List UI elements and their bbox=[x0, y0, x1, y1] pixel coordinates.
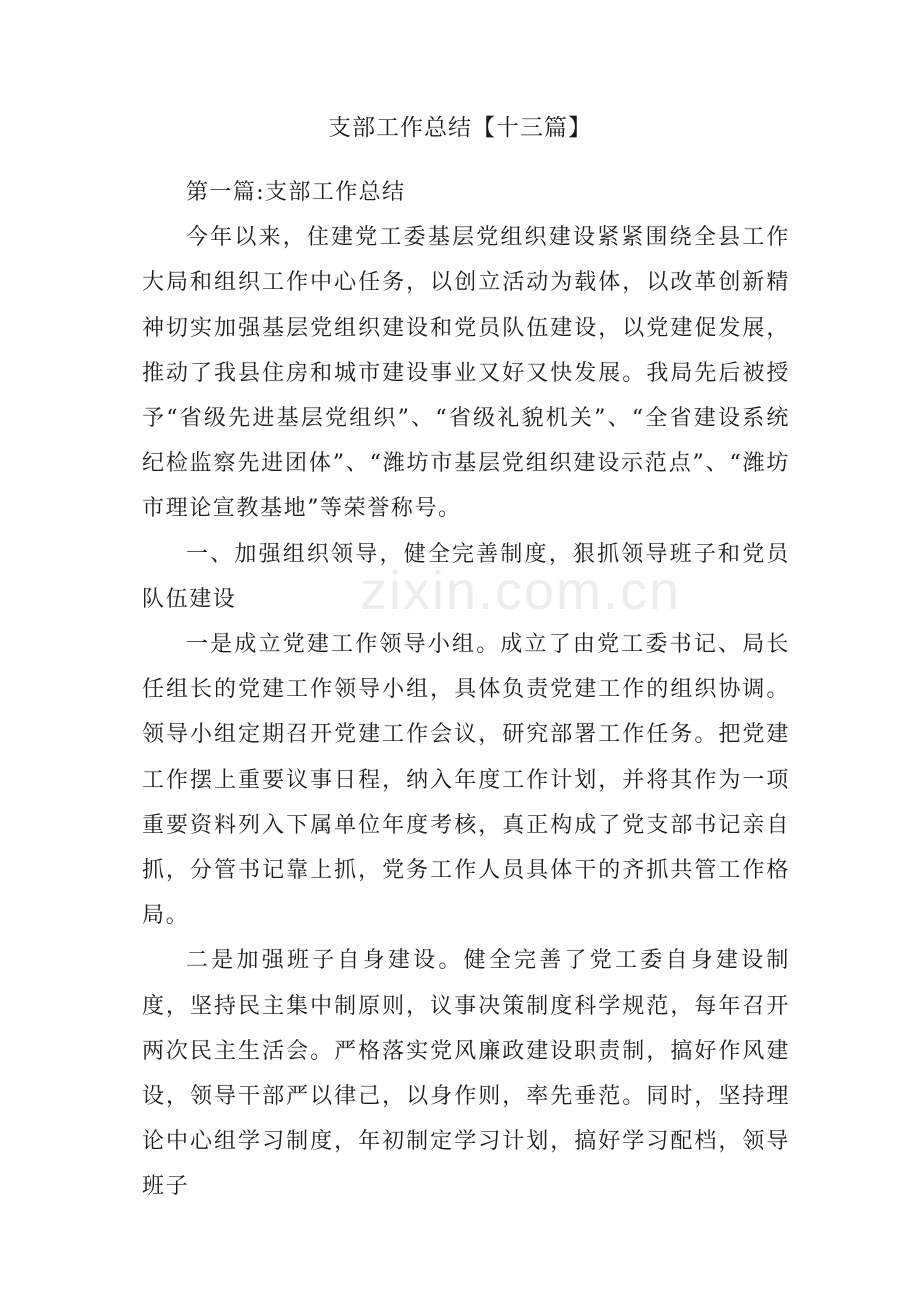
watermark: zixin.com.cn bbox=[360, 561, 682, 621]
section-heading-part-one: 第一篇:支部工作总结 bbox=[186, 180, 406, 205]
paragraph-intro: 今年以来，住建党工委基层党组织建设紧紧围绕全县工作大局和组织工作中心任务，以创立活动为载体，以改革创新精神切实加强基层党组织建设和党员队伍建设，以党建促发展，推动了我县住房和城市建设事业又好又快发展。我局先后被授予“省级先进基层党组织”、“省级礼貌机关”、“全省建设系统纪检监察先进团体”、“潍坊市基层党组织建设示范点”、“潍坊市理论宣教基地”等荣誉称号。 bbox=[142, 225, 790, 522]
document-title: 支部工作总结【十三篇】 bbox=[328, 115, 592, 141]
document-body bbox=[142, 170, 790, 1210]
paragraph-item-two: 二是加强班子自身建设。健全完善了党工委自身建设制度，坚持民主集中制原则，议事决策制度科学规范，每年召开两次民主生活会。严格落实党风廉政建设职责制，搞好作风建设，领导干部严以律己，以身作则，率先垂范。同时，坚持理论中心组学习制度，年初制定学习计划，搞好学习配档，领导班子 bbox=[142, 948, 790, 1200]
section-heading-one: 一、加强组织领导，健全完善制度，狠抓领导班子和党员队伍建设 bbox=[142, 541, 790, 612]
paragraph-item-one: 一是成立党建工作领导小组。成立了由党工委书记、局长任组长的党建工作领导小组，具体负责党建工作的组织协调。领导小组定期召开党建工作会议，研究部署工作任务。把党建工作摆上重要议事日程，纳入年度工作计划，并将其作为一项重要资料列入下属单位年度考核，真正构成了党支部书记亲自抓，分管书记靠上抓，党务工作人员具体干的齐抓共管工作格局。 bbox=[142, 632, 790, 929]
